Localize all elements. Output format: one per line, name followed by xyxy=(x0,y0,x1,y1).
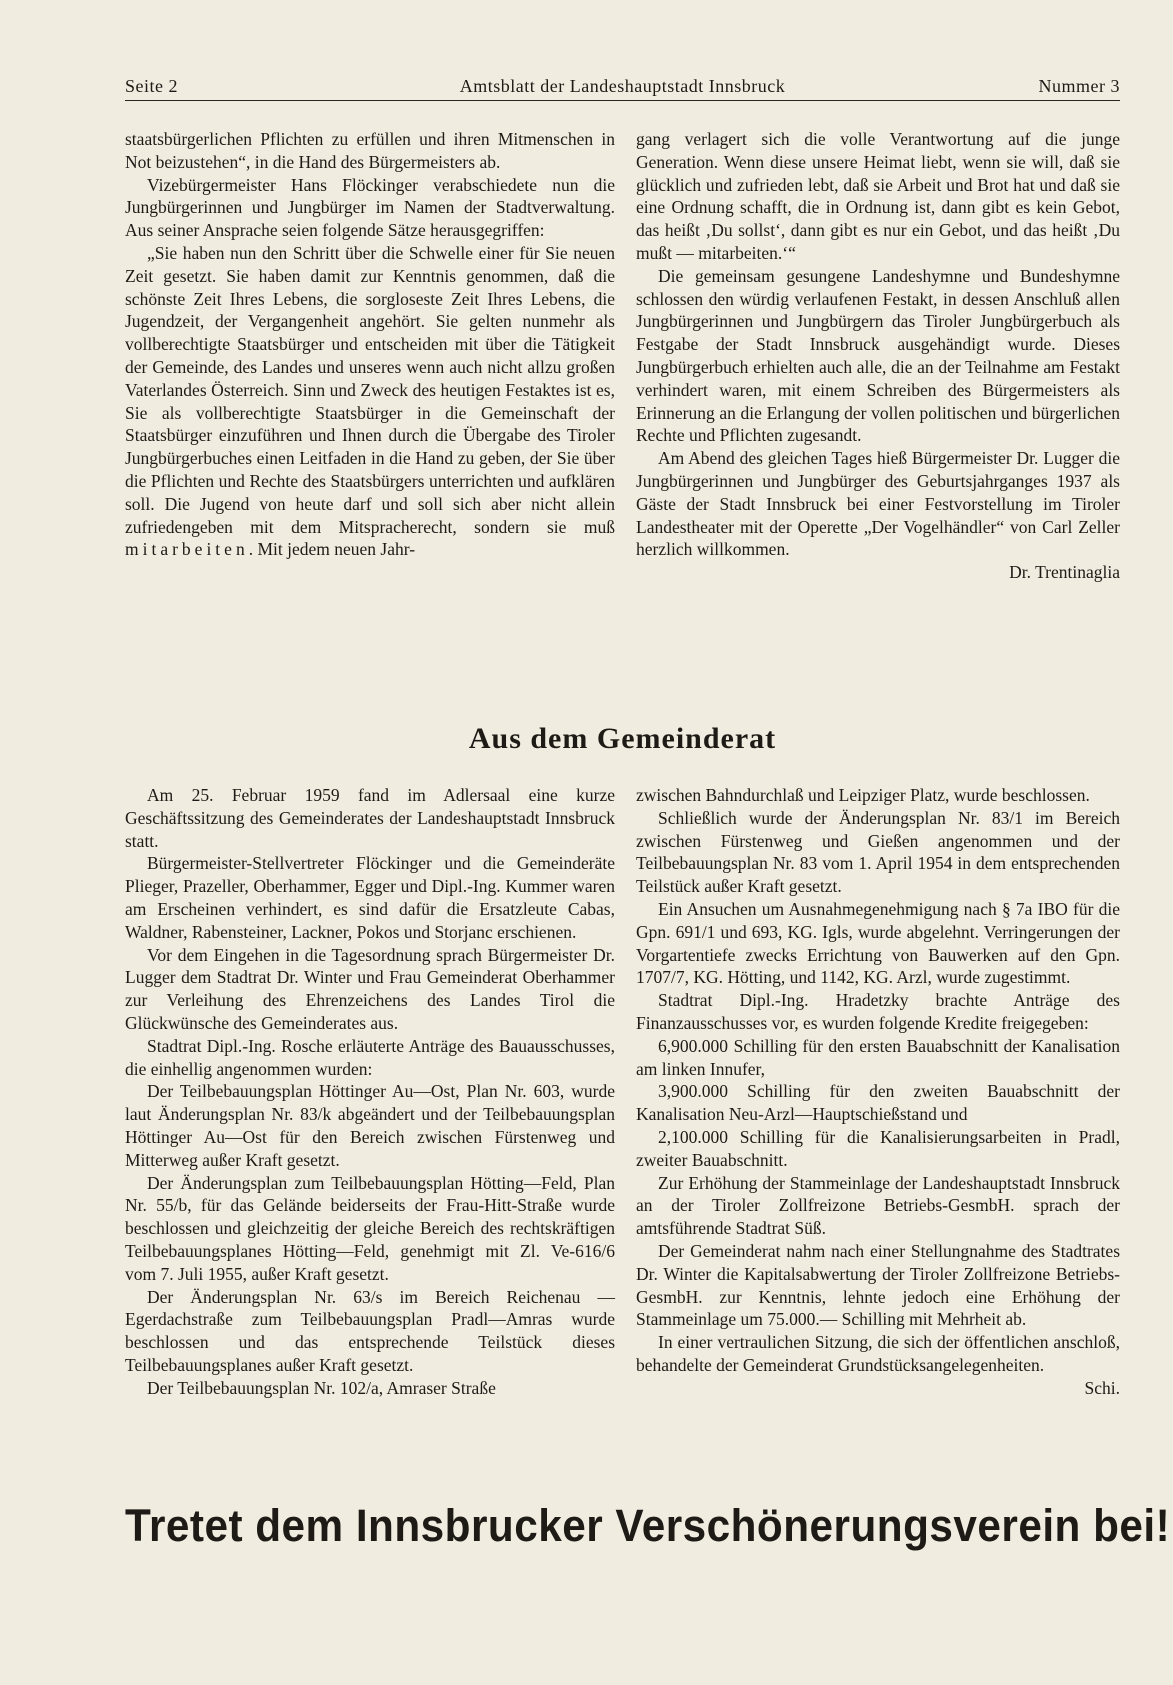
quote-text: „Sie haben nun den Schritt über die Schwelle einer für Sie neuen Zeit gesetzt. Sie haben damit zur Kenntnis genommen, daß die schönste Zeit Ihres Lebens, die sorgloseste Zeit Ihres Lebens, die Jugendzeit, der Vergangenheit angehört. Sie gelten nunmehr als vollberechtigte Staatsbürger und entscheiden mit über die Tätigkeit der Gemeinde, des Landes und unseres wenn auch nicht allzu großen Vaterlandes Österreich. Sinn und Zweck des heutigen Festaktes ist es, Sie als vollberechtigte Staatsbürger in die Gemeinschaft der Staatsbürger einzuführen und Ihnen durch die Übergabe des Tiroler Jungbürgerbuches einen Leitfaden in die Hand zu geben, der Sie über die Pflichten und Rechte des Staatsbürgers unterrichten und aufklären soll. Die Jugend von heute darf und soll sich aber nicht allein zufriedengeben mit dem Mitspracherecht, sondern sie muß xyxy=(125,242,615,537)
publication-title: Amtsblatt der Landeshauptstadt Innsbruck xyxy=(459,76,786,96)
paragraph: Am Abend des gleichen Tages hieß Bürgermeister Dr. Lugger die Jungbürgerinnen und Jungbürger des Geburtsjahrganges 1937 als Gäste der Stadt Innsbruck bei einer Festvorstellung im Tiroler Landestheater mit der Operette „Der Vogelhändler“ von Carl Zeller herzlich willkommen. xyxy=(636,448,1120,560)
paragraph: Vizebürgermeister Hans Flöckinger verabschiedete nun die Jungbürgerinnen und Jungbürger im Namen der Stadtverwaltung. Aus seiner Ansprache seien folgende Sätze herausgegriffen: xyxy=(125,174,615,241)
article2-column-left xyxy=(125,784,615,1400)
paragraph: Der Teilbebauungsplan Nr. 102/a, Amraser Straße xyxy=(147,1377,496,1398)
paragraph: Der Änderungsplan zum Teilbebauungsplan Hötting—Feld, Plan Nr. 55/b, für das Gelände beiderseits der Frau-Hitt-Straße wurde beschlossen und gleichzeitig der gleiche Bereich des rechtskräftigen Teilbebauungsplanes Hötting—Feld, genehmigt mit Zl. Ve-616/6 vom 7. Juli 1955, außer Kraft gesetzt. xyxy=(125,1172,615,1284)
quote-text-end: . Mit jedem neuen Jahr- xyxy=(248,539,416,560)
paragraph: Die gemeinsam gesungene Landeshymne und Bundeshymne schlossen den würdig verlaufenen Festakt, in dessen Anschluß allen Jungbürgerinnen und Jungbürgern das Tiroler Jungbürgerbuch als Festgabe der Stadt Innsbruck ausgehändigt wurde. Dieses Jungbürgerbuch erhielten auch alle, die an der Teilnahme am Festakt verhindert waren, mit einem Schreiben des Bürgermeisters als Erinnerung an die Erlangung der vollen politischen und bürgerlichen Rechte und Pflichten zugesandt. xyxy=(636,265,1120,446)
paragraph: 2,100.000 Schilling für die Kanalisierungsarbeiten in Pradl, zweiter Bauabschnitt. xyxy=(636,1126,1120,1170)
emphasis-text: mitarbeiten xyxy=(125,539,249,560)
issue-number: Nummer 3 xyxy=(1038,76,1120,96)
paragraph: Der Änderungsplan Nr. 63/s im Bereich Reichenau —Egerdachstraße zum Teilbebauungsplan Pradl—Amras wurde beschlossen und das entsprechende Teilstück dieses Teilbebauungsplanes außer Kraft gesetzt. xyxy=(125,1286,615,1375)
header-rule xyxy=(125,100,1120,101)
section-title: Aus dem Gemeinderat xyxy=(468,722,777,755)
author-signature: Schi. xyxy=(1084,1377,1120,1398)
article1-column-right xyxy=(636,128,1120,584)
paragraph: Vor dem Eingehen in die Tagesordnung sprach Bürgermeister Dr. Lugger dem Stadtrat Dr. Winter und Frau Gemeinderat Oberhammer zur Verleihung des Ehrenzeichens des Landes Tirol die Glückwünsche des Gemeinderates aus. xyxy=(125,944,615,1033)
paragraph: gang verlagert sich die volle Verantwortung auf die junge Generation. Wenn diese unsere Heimat liebt, wenn sie will, daß sie glücklich und zufrieden lebt, daß sie Arbeit und Brot hat und daß sie eine Ordnung schafft, die in Ordnung ist, dann gibt es kein Gebot, das heißt ‚Du sollst‘, dann gibt es nur ein Gebot, und das heißt ‚Du mußt — mitarbeiten.‘“ xyxy=(636,129,1120,263)
page-number: Seite 2 xyxy=(125,76,178,96)
paragraph: Zur Erhöhung der Stammeinlage der Landeshauptstadt Innsbruck an der Tiroler Zollfreizone Betriebs-GesmbH. sprach der amtsführende Stadtrat Süß. xyxy=(636,1172,1120,1239)
article2-column-right xyxy=(636,784,1120,1400)
paragraph: Bürgermeister-Stellvertreter Flöckinger und die Gemeinderäte Plieger, Prazeller, Oberhammer, Egger und Dipl.-Ing. Kummer waren am Erscheinen verhindert, es sind dafür die Ersatzleute Cabas, Waldner, Rabensteiner, Lackner, Pokos und Storjanc erschienen. xyxy=(125,853,615,942)
paragraph: Am 25. Februar 1959 fand im Adlersaal eine kurze Geschäftssitzung des Gemeinderates der Landeshauptstadt Innsbruck statt. xyxy=(125,785,615,851)
paragraph: zwischen Bahndurchlaß und Leipziger Platz, wurde beschlossen. xyxy=(636,785,1090,805)
article1-column-left xyxy=(125,128,615,561)
paragraph: Stadtrat Dipl.-Ing. Rosche erläuterte Anträge des Bauausschusses, die einhellig angenommen wurden: xyxy=(125,1035,615,1079)
paragraph: 3,900.000 Schilling für den zweiten Bauabschnitt der Kanalisation Neu-Arzl—Hauptschießstand und xyxy=(636,1081,1120,1125)
paragraph: Der Teilbebauungsplan Höttinger Au—Ost, Plan Nr. 603, wurde laut Änderungsplan Nr. 83/k abgeändert und der Teilbebauungsplan Höttinger Au—Ost für den Bereich zwischen Fürstenweg und Mitterweg außer Kraft gesetzt. xyxy=(125,1081,615,1170)
paragraph: 6,900.000 Schilling für den ersten Bauabschnitt der Kanalisation am linken Innufer, xyxy=(636,1035,1120,1079)
paragraph xyxy=(125,242,615,561)
paragraph: staatsbürgerlichen Pflichten zu erfüllen und ihren Mitmenschen in Not beizustehen“, in die Hand des Bürgermeisters ab. xyxy=(125,129,615,172)
footer-slogan: Tretet dem Innsbrucker Verschönerungsverein bei! xyxy=(125,1500,1171,1551)
paragraph: In einer vertraulichen Sitzung, die sich der öffentlichen anschloß, behandelte der Gemeinderat Grundstücksangelegenheiten. xyxy=(636,1332,1120,1375)
page-header xyxy=(125,74,1120,98)
author-signature: Dr. Trentinaglia xyxy=(1009,562,1120,583)
paragraph: Ein Ansuchen um Ausnahmegenehmigung nach § 7a IBO für die Gpn. 691/1 und 693, KG. Igls, wurde abgelehnt. Verringerungen der Vorgartentiefe zwecks Errichtung von Bauwerken auf den Gpn. 1707/7, KG. Hötting, und 1142, KG. Arzl, wurde zugestimmt. xyxy=(636,898,1120,988)
paragraph: Der Gemeinderat nahm nach einer Stellungnahme des Stadtrates Dr. Winter die Kapitalsabwertung der Tiroler Zollfreizone Betriebs-GesmbH. zur Kenntnis, lehnte jedoch eine Erhöhung der Stammeinlage um 75.000.— Schilling mit Mehrheit ab. xyxy=(636,1240,1120,1330)
paragraph: Schließlich wurde der Änderungsplan Nr. 83/1 im Bereich zwischen Fürstenweg und Gießen angenommen und der Teilbebauungsplan Nr. 83 vom 1. April 1954 in dem entsprechenden Teilstück außer Kraft gesetzt. xyxy=(636,807,1120,897)
paragraph: Stadtrat Dipl.-Ing. Hradetzky brachte Anträge des Finanzausschusses vor, es wurden folgende Kredite freigegeben: xyxy=(636,990,1120,1033)
